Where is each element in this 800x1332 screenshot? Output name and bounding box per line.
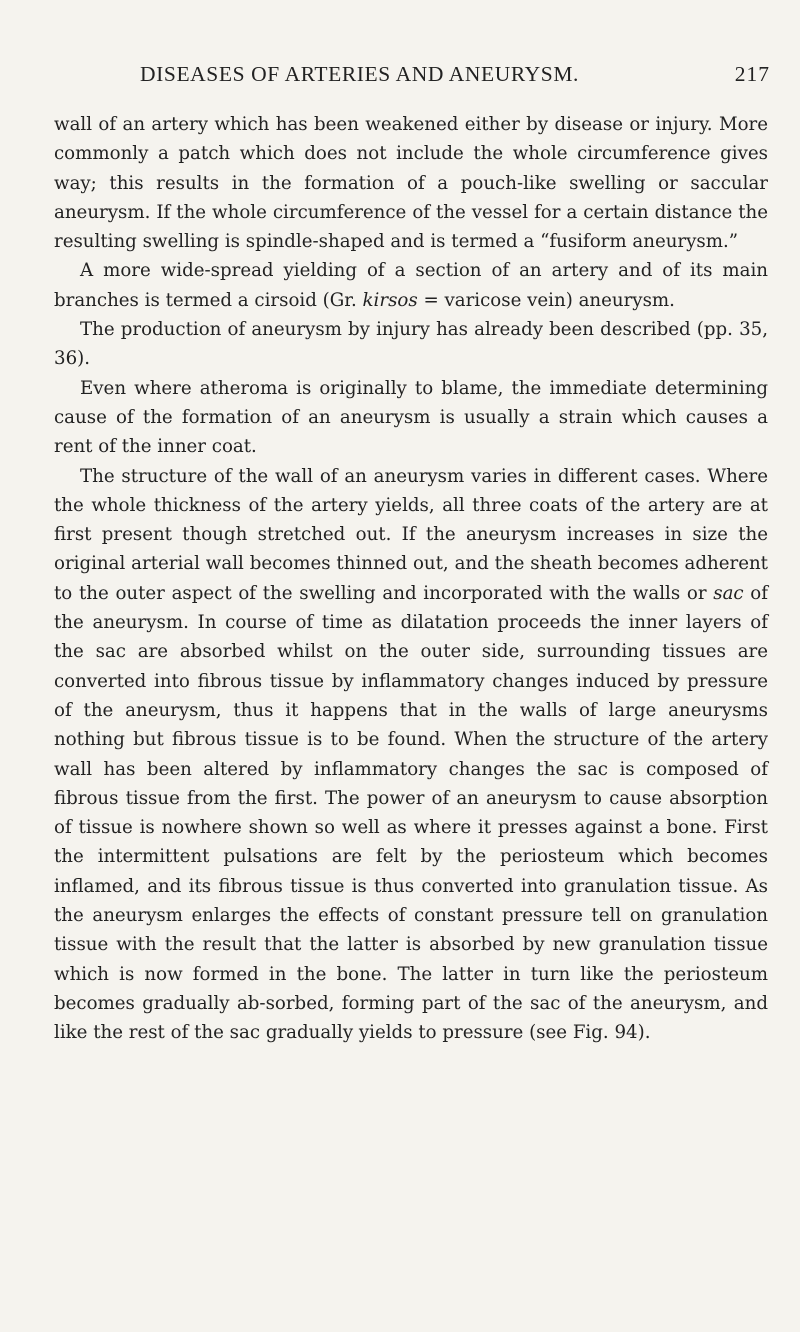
paragraph-3: The production of aneurysm by injury has already been described (pp. 35, 36). xyxy=(54,319,768,370)
paragraph-4: Even where atheroma is originally to blame, the immediate determining cause of the formation of an aneurysm is usually a strain which causes a rent of the inner coat. xyxy=(54,377,768,458)
body-text xyxy=(54,110,768,1048)
paragraph-5-text-a: The structure of the wall of an aneurysm varies in different cases. Where the whole thickness of the artery yields, all three coats of the artery are at first present though stretched out. If the aneurysm increases in size the original arterial wall becomes thinned out, and the sheath becomes adherent to the outer aspect of the swelling and incorporated with the walls or xyxy=(54,465,768,604)
paragraph-2-text-a: A more wide-spread yielding of a section of an artery and of its main branches is termed a cirsoid (Gr. xyxy=(54,260,768,311)
sac-term: sac xyxy=(713,582,744,604)
paragraph-1: wall of an artery which has been weakened either by disease or injury. More commonly a patch which does not include the whole circumference gives way; this results in the formation of a pouch-like swelling or saccular aneurysm. If the whole circumference of the vessel for a certain distance the resulting swelling is spindle-shaped and is termed a “fusiform aneurysm.” xyxy=(54,114,768,253)
greek-term: kirsos xyxy=(362,289,418,311)
page-header xyxy=(140,62,770,96)
paragraph-2 xyxy=(54,256,768,315)
paragraph-5-text-b: of the aneurysm. In course of time as dilatation proceeds the inner layers of the sac are absorbed whilst on the outer side, surrounding tissues are converted into fibrous tissue by inflammatory changes induced by pressure of the aneurysm, thus it happens that in the walls of large aneurysms nothing but fibrous tissue is to be found. When the structure of the artery wall has been altered by inflammatory changes the sac is composed of fibrous tissue from the first. The power of an aneurysm to cause absorption of tissue is nowhere shown so well as where it presses against a bone. First the intermittent pulsations are felt by the periosteum which becomes inflamed, and its fibrous tissue is thus converted into granulation tissue. As the aneurysm enlarges the effects of constant pressure tell on granulation tissue with the result that the latter is absorbed by new granulation tissue which is now formed in the bone. The latter in turn like the periosteum becomes gradually ab-sorbed, forming part of the sac of the aneurysm, and like the rest of the sac gradually yields to pressure (see Fig. 94). xyxy=(54,582,768,1044)
running-head: DISEASES OF ARTERIES AND ANEURYSM. xyxy=(140,62,580,86)
page-number: 217 xyxy=(734,62,770,86)
paragraph-2-text-b: = varicose vein) aneurysm. xyxy=(417,289,675,311)
paragraph-5 xyxy=(54,462,768,1048)
